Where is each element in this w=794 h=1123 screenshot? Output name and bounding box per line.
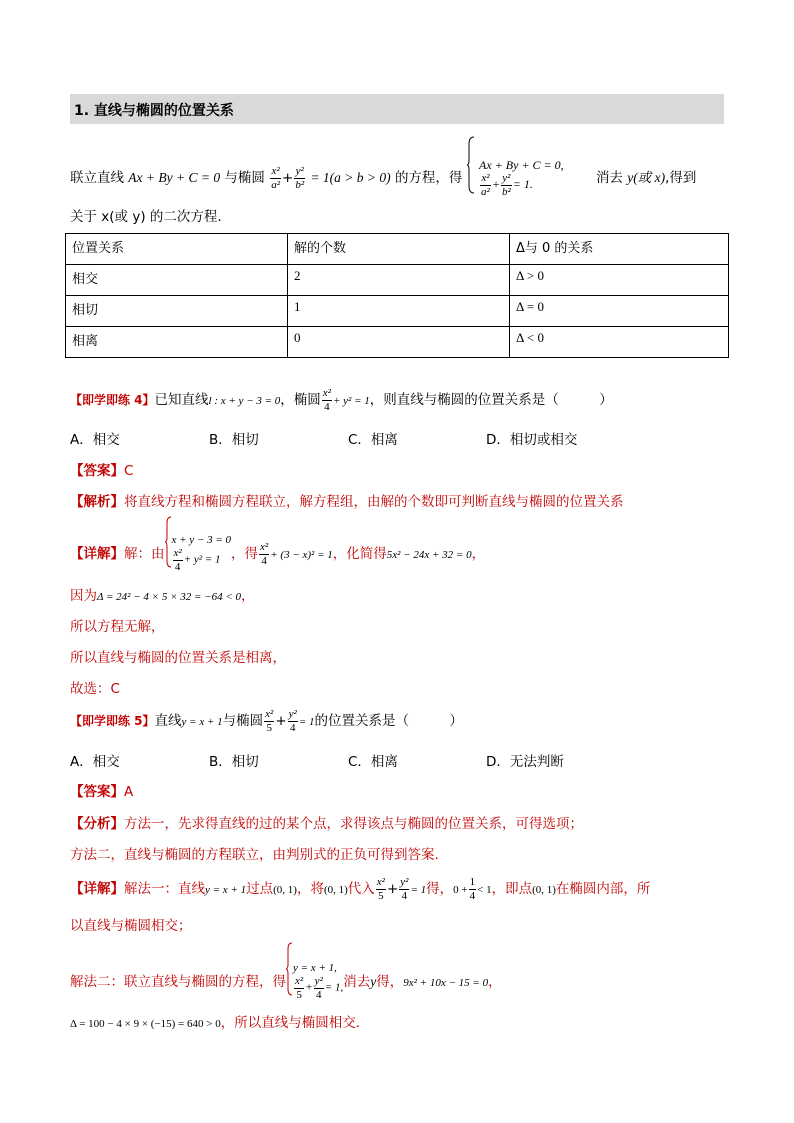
q5-line-eq: y = x + 1 xyxy=(181,716,223,728)
detail-text: 解：由 xyxy=(124,546,165,562)
math-expr: y = x + 1 xyxy=(205,884,247,896)
q5-option-a[interactable]: A．相交 xyxy=(70,754,120,770)
detail-text: ，即点 xyxy=(491,881,533,897)
fraction: $\frac{\text{y²}}{4}$ xyxy=(288,707,297,734)
q5-answer-line xyxy=(70,780,133,800)
detail-text: ， xyxy=(488,974,502,990)
table-cell: 相切 xyxy=(66,296,288,327)
fraction: $\frac{\text{x²}}{\text{a²}}$ xyxy=(271,164,281,191)
detail-text: 解法一：直线 xyxy=(124,881,205,897)
math-var: y xyxy=(370,974,377,989)
fraction: $\frac{\text{x²}}{5}$ xyxy=(376,875,385,902)
math-expr: + (3 − x)² = 1 xyxy=(270,549,333,561)
analysis-tag: 【分析】 xyxy=(70,816,124,832)
analysis-text: 将直线方程和椭圆方程联立，解方程组，由解的个数即可判断直线与椭圆的位置关系 xyxy=(124,494,624,510)
intro-text: ,得到 xyxy=(665,170,697,186)
q5-stem: 【即学即练 5】直线y = x + 1与椭圆 $\frac{\text{x²}}{5}$ + $\frac{\text{y²}}{4}$ = 1的位置关系是（ ） xyxy=(70,707,464,734)
detail-text: ，将 xyxy=(296,881,324,897)
table-cell: 相离 xyxy=(66,327,288,358)
q5-detail-line-2: 以直线与椭圆相交； xyxy=(70,918,192,934)
q4-line-l2: 所以直线与椭圆的位置关系是相离， xyxy=(70,650,286,666)
answer-tag: 【答案】 xyxy=(70,784,124,800)
math-var: y(或 x) xyxy=(627,170,666,185)
fraction: $\frac{\text{y²}}{\text{b²}}$ xyxy=(295,164,305,191)
detail-text: 在椭圆内部，所 xyxy=(555,881,651,897)
q5-analysis-line-1 xyxy=(70,812,583,832)
detail-text: 得， xyxy=(426,881,454,897)
detail-text: 得， xyxy=(376,974,404,990)
brace-icon xyxy=(286,942,293,1022)
q4-tag: 【即学即练 4】 xyxy=(70,393,155,407)
section-title: 1. 直线与椭圆的位置关系 xyxy=(74,103,234,119)
detail-tag: 【详解】 xyxy=(70,881,124,897)
q5-ellipse: = 1 xyxy=(298,716,315,728)
q5-option-c[interactable]: C．相离 xyxy=(348,754,398,770)
detail-text: ， xyxy=(471,546,486,562)
q5-analysis-line-2: 方法二，直线与椭圆的方程联立，由判别式的正负可得到答案. xyxy=(70,847,439,863)
table-row xyxy=(66,327,729,358)
system-row: Ax + By + C = 0, xyxy=(479,157,564,172)
q5-detail-line-3 xyxy=(70,942,502,1002)
q5-text: 的位置关系是（ ） xyxy=(314,713,464,729)
q4-analysis-line xyxy=(70,490,624,510)
table-row xyxy=(66,296,729,327)
fraction: $\frac{\text{y²}}{4}$ xyxy=(400,875,409,902)
table-cell: Δ < 0 xyxy=(510,327,729,358)
brace-icon xyxy=(467,136,475,220)
q5-detail-line-4 xyxy=(70,1011,360,1031)
q4-because-line xyxy=(70,584,255,604)
q4-line-l1: 所以方程无解， xyxy=(70,619,165,635)
ellipse-condition: = 1(a > b > 0) xyxy=(310,170,391,185)
q5-option-b[interactable]: B．相切 xyxy=(209,754,259,770)
detail-tag: 【详解】 xyxy=(70,546,124,562)
math-expr: Δ = 24² − 4 × 5 × 32 = −64 < 0 xyxy=(97,591,242,603)
system-row: $\frac{\text{x²}}{4}$ + y² = 1 xyxy=(173,547,221,574)
intro-line-1: 联立直线 Ax + By + C = 0 与椭圆 $\frac{\text{x²}}{\text{a²}}$ + $\frac{\text{y²}}{\text{b²}}$ = 1(a > b > 0) 的方程，得 Ax + By + C = 0, $\frac{\text{x²}}{\text{a²}}$ + $\frac{\text{y²}}{\text{b²}}$ = 1. 消去 y(或 x),得到 xyxy=(70,136,696,196)
q5-detail-line-1: 【详解】解法一：直线y = x + 1过点(0, 1)，将(0, 1)代入 $\frac{\text{x²}}{5}$ + $\frac{\text{y²}}{4}$ = 1得，0 + $\frac{1}{4}$ < 1，即点(0, 1)在椭圆内部，所 xyxy=(70,875,651,902)
table-cell: 2 xyxy=(288,265,510,296)
q4-stem xyxy=(70,384,613,416)
intro-text: 与椭圆 xyxy=(224,170,265,186)
table-header-cell: 位置关系 xyxy=(66,234,288,265)
point: (0, 1) xyxy=(532,884,556,896)
detail-text: ，所以直线与椭圆相交. xyxy=(220,1015,361,1031)
system-row: $\frac{\text{x²}}{\text{a²}}$ + $\frac{\text{y²}}{\text{b²}}$ = 1. xyxy=(481,172,533,198)
q5-tag: 【即学即练 5】 xyxy=(70,714,155,728)
q4-text: ，椭圆 xyxy=(280,392,321,408)
q5-text: 直线 xyxy=(154,713,182,729)
table-cell: 0 xyxy=(288,327,510,358)
relationship-table xyxy=(65,233,729,358)
fraction: $\frac{\text{y²}}{4}$ xyxy=(314,975,323,1002)
fraction: $\frac{\text{y²}}{\text{b²}}$ xyxy=(501,172,511,198)
q5-option-d[interactable]: D．无法判断 xyxy=(486,754,564,770)
q4-text: ，则直线与椭圆的位置关系是（ ） xyxy=(369,392,613,408)
analysis-tag: 【解析】 xyxy=(70,494,124,510)
brace-icon xyxy=(165,516,172,592)
section-header xyxy=(70,94,724,124)
intro-text: 联立直线 xyxy=(70,170,124,186)
math-expr: 0 + xyxy=(453,884,468,896)
table-cell: Δ > 0 xyxy=(510,265,729,296)
fraction: $\frac{1}{4}$ xyxy=(469,875,476,902)
q4-text: 已知直线 xyxy=(154,392,209,408)
table-header-cell: Δ与 0 的关系 xyxy=(510,234,729,265)
math-expr: Δ = 100 − 4 × 9 × (−15) = 640 > 0 xyxy=(70,1018,221,1030)
fraction: $\frac{\text{x²}}{5}$ xyxy=(295,975,304,1002)
detail-text: 代入 xyxy=(347,881,375,897)
table-cell: Δ = 0 xyxy=(510,296,729,327)
fraction: $\frac{\text{x²}}{4}$ xyxy=(322,386,331,413)
q4-line-l3: 故选：C xyxy=(70,681,120,697)
math-expr: = 1 xyxy=(410,884,427,896)
system-row: y = x + 1, xyxy=(293,962,337,975)
fraction: $\frac{\text{x²}}{5}$ xyxy=(265,707,274,734)
answer-tag: 【答案】 xyxy=(70,463,124,479)
table-cell: 相交 xyxy=(66,265,288,296)
fraction: $\frac{\text{x²}}{4}$ xyxy=(260,540,269,567)
table-cell: 1 xyxy=(288,296,510,327)
q4-option-a[interactable]: A．相交 xyxy=(70,432,120,448)
system-row: x + y − 3 = 0 xyxy=(171,534,232,547)
detail-text: 因为 xyxy=(70,588,97,604)
intro-text: 的方程，得 xyxy=(394,170,463,186)
q5-text: 与椭圆 xyxy=(222,713,264,729)
fraction: $\frac{\text{x²}}{4}$ xyxy=(173,547,182,574)
system-row: $\frac{\text{x²}}{5}$ + $\frac{\text{y²}}{4}$ = 1, xyxy=(295,975,344,1002)
intro-line-2: 关于 x(或 y) 的二次方程. xyxy=(70,209,222,225)
equation-system xyxy=(479,158,564,199)
math-expr: 5x² − 24x + 32 = 0 xyxy=(386,549,472,561)
equation-system xyxy=(172,534,232,573)
table-header-row xyxy=(66,234,729,265)
analysis-text: 方法一，先求得直线的过的某个点，求得该点与椭圆的位置关系，可得选项； xyxy=(124,816,583,832)
detail-text: 过点 xyxy=(246,881,274,897)
detail-text: ， xyxy=(241,588,255,604)
answer-value: A xyxy=(124,784,134,800)
math-expr: 9x² + 10x − 15 = 0 xyxy=(403,977,489,989)
detail-text: ，化简得 xyxy=(332,546,387,562)
q4-option-b[interactable]: B．相切 xyxy=(209,432,259,448)
table-row xyxy=(66,265,729,296)
equation-system xyxy=(293,962,343,1001)
q4-option-c[interactable]: C．相离 xyxy=(348,432,398,448)
fraction: $\frac{\text{x²}}{\text{a²}}$ xyxy=(481,172,490,198)
detail-text: ，得 xyxy=(231,546,259,562)
q4-line-eq: l : x + y − 3 = 0 xyxy=(208,395,281,407)
answer-value: C xyxy=(124,463,134,479)
q4-option-d[interactable]: D．相切或相交 xyxy=(486,432,578,448)
line-equation: Ax + By + C = 0 xyxy=(128,170,221,185)
intro-text: 消去 xyxy=(595,170,623,186)
table-header-cell: 解的个数 xyxy=(288,234,510,265)
point: (0, 1) xyxy=(273,884,297,896)
math-expr: < 1 xyxy=(477,884,492,896)
q4-answer-line xyxy=(70,459,133,479)
point: (0, 1) xyxy=(323,884,348,896)
q4-detail-line xyxy=(70,516,485,572)
q4-ellipse: + y² = 1 xyxy=(332,395,370,407)
detail-text: 消去 xyxy=(343,974,371,990)
detail-text: 解法二：联立直线与椭圆的方程，得 xyxy=(70,974,286,990)
